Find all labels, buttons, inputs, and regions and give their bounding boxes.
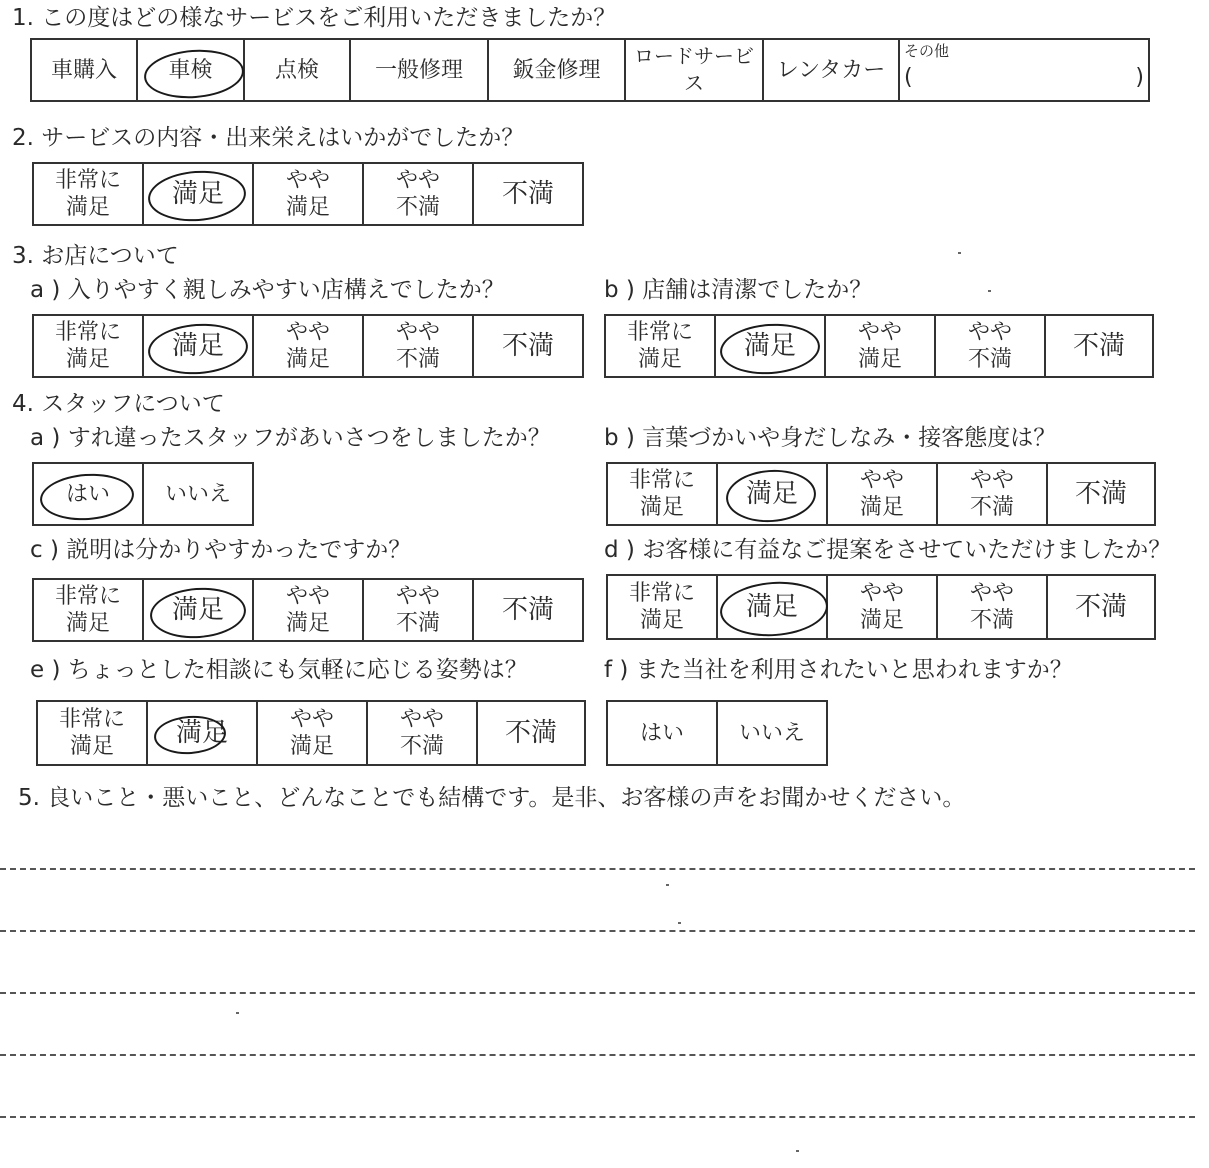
q1-option-other[interactable]: その他 ( ) [904,42,1144,90]
q1-option-road-service[interactable]: ロードサービス [626,40,764,100]
comment-line [0,1116,1195,1118]
q3a-label: a ) 入りやすく親しみやすい店構えでしたか？ [30,277,505,303]
scale-dissatisfied[interactable]: 不満 [1074,478,1127,509]
q5-label: 5. 良いこと・悪いこと、どんなことでも結構です。是非、お客様の声をお聞かせください。 [18,785,966,811]
q4f-options [606,700,828,766]
q1-option-car-purchase[interactable]: 車購入 [32,40,138,100]
scan-speck [796,1150,799,1152]
scale-very-satisfied[interactable]: 非常に 満足 [34,316,144,376]
q4a-label: a ) すれ違ったスタッフがあいさつをしましたか？ [30,425,551,451]
scale-dissatisfied[interactable]: 不満 [501,178,554,209]
q1-option-body-repair[interactable]: 鈑金修理 [489,40,626,100]
scale-very-satisfied[interactable]: 非常に 満足 [38,702,148,764]
q4a-option-yes[interactable]: はい [34,464,144,524]
q4f-option-yes[interactable]: はい [608,702,718,764]
q1-option-general-repair[interactable]: 一般修理 [351,40,489,100]
q3b-label: b ) 店舗は清潔でしたか？ [604,277,873,303]
scale-satisfied[interactable]: 満足 [718,576,828,638]
comment-line [0,992,1195,994]
scan-speck [988,290,991,292]
scale-very-satisfied[interactable]: 非常に 満足 [608,464,718,524]
q1-option-shaken[interactable]: 車検 [138,40,245,100]
scale-somewhat-satisfied[interactable]: やや 満足 [254,580,364,640]
scale-dissatisfied[interactable]: 不満 [504,717,557,748]
scale-dissatisfied[interactable]: 不満 [1074,591,1127,622]
q4f-option-no[interactable]: いいえ [738,720,805,746]
scale-satisfied[interactable]: 満足 [148,702,258,764]
q2-label: 2. サービスの内容・出来栄えはいかがでしたか？ [12,125,525,151]
scale-dissatisfied[interactable]: 不満 [501,594,554,625]
scale-somewhat-satisfied[interactable]: やや 満足 [828,576,938,638]
scale-very-satisfied[interactable]: 非常に 満足 [34,580,144,640]
scale-somewhat-satisfied[interactable]: やや 満足 [258,702,368,764]
q3a-scale [32,314,584,378]
q2-scale [32,162,584,226]
comment-line [0,930,1195,932]
scale-somewhat-dissatisfied[interactable]: やや 不満 [364,316,474,376]
scale-very-satisfied[interactable]: 非常に 満足 [606,316,716,376]
scale-dissatisfied[interactable]: 不満 [501,330,554,361]
q1-other-input[interactable]: ( ) [904,65,1144,90]
scale-somewhat-dissatisfied[interactable]: やや 不満 [364,164,474,224]
scale-satisfied[interactable]: 満足 [716,316,826,376]
q4a-options [32,462,254,526]
scale-somewhat-dissatisfied[interactable]: やや 不満 [364,580,474,640]
scale-very-satisfied[interactable]: 非常に 満足 [608,576,718,638]
scale-somewhat-satisfied[interactable]: やや 満足 [254,316,364,376]
scale-somewhat-dissatisfied[interactable]: やや 不満 [938,576,1048,638]
comment-line [0,1054,1195,1056]
scan-speck [958,252,961,254]
scale-somewhat-dissatisfied[interactable]: やや 不満 [938,464,1048,524]
q4c-label: c ) 説明は分かりやすかったですか？ [30,537,412,563]
scale-somewhat-dissatisfied[interactable]: やや 不満 [936,316,1046,376]
q1-option-inspection[interactable]: 点検 [245,40,351,100]
scale-satisfied[interactable]: 満足 [144,580,254,640]
q4b-scale [606,462,1156,526]
q4c-scale [32,578,584,642]
q4f-label: f ) また当社を利用されたいと思われますか？ [604,657,1073,683]
q4-label: 4. スタッフについて [12,391,225,417]
q4a-option-no[interactable]: いいえ [164,481,231,507]
scan-speck [678,922,681,924]
q4e-label: e ) ちょっとした相談にも気軽に応じる姿勢は？ [30,657,528,683]
scale-somewhat-satisfied[interactable]: やや 満足 [828,464,938,524]
q3-label: 3. お店について [12,243,179,269]
scale-very-satisfied[interactable]: 非常に 満足 [34,164,144,224]
scale-satisfied[interactable]: 満足 [144,316,254,376]
q1-options [30,38,1150,102]
q4e-scale [36,700,586,766]
scan-speck [236,1012,239,1014]
scale-somewhat-satisfied[interactable]: やや 満足 [254,164,364,224]
scale-satisfied[interactable]: 満足 [144,164,254,224]
q1-option-rental-car[interactable]: レンタカー [764,40,900,100]
scale-somewhat-dissatisfied[interactable]: やや 不満 [368,702,478,764]
scale-dissatisfied[interactable]: 不満 [1072,330,1125,361]
q4b-label: b ) 言葉づかいや身だしなみ・接客態度は？ [604,425,1057,451]
q4d-scale [606,574,1156,640]
q4d-label: d ) お客様に有益なご提案をさせていただけましたか？ [604,537,1172,563]
q3b-scale [604,314,1154,378]
comment-line [0,868,1195,870]
scale-satisfied[interactable]: 満足 [718,464,828,524]
q1-label: 1. この度はどの様なサービスをご利用いただきましたか？ [12,5,617,31]
scan-speck [666,884,669,886]
scale-somewhat-satisfied[interactable]: やや 満足 [826,316,936,376]
